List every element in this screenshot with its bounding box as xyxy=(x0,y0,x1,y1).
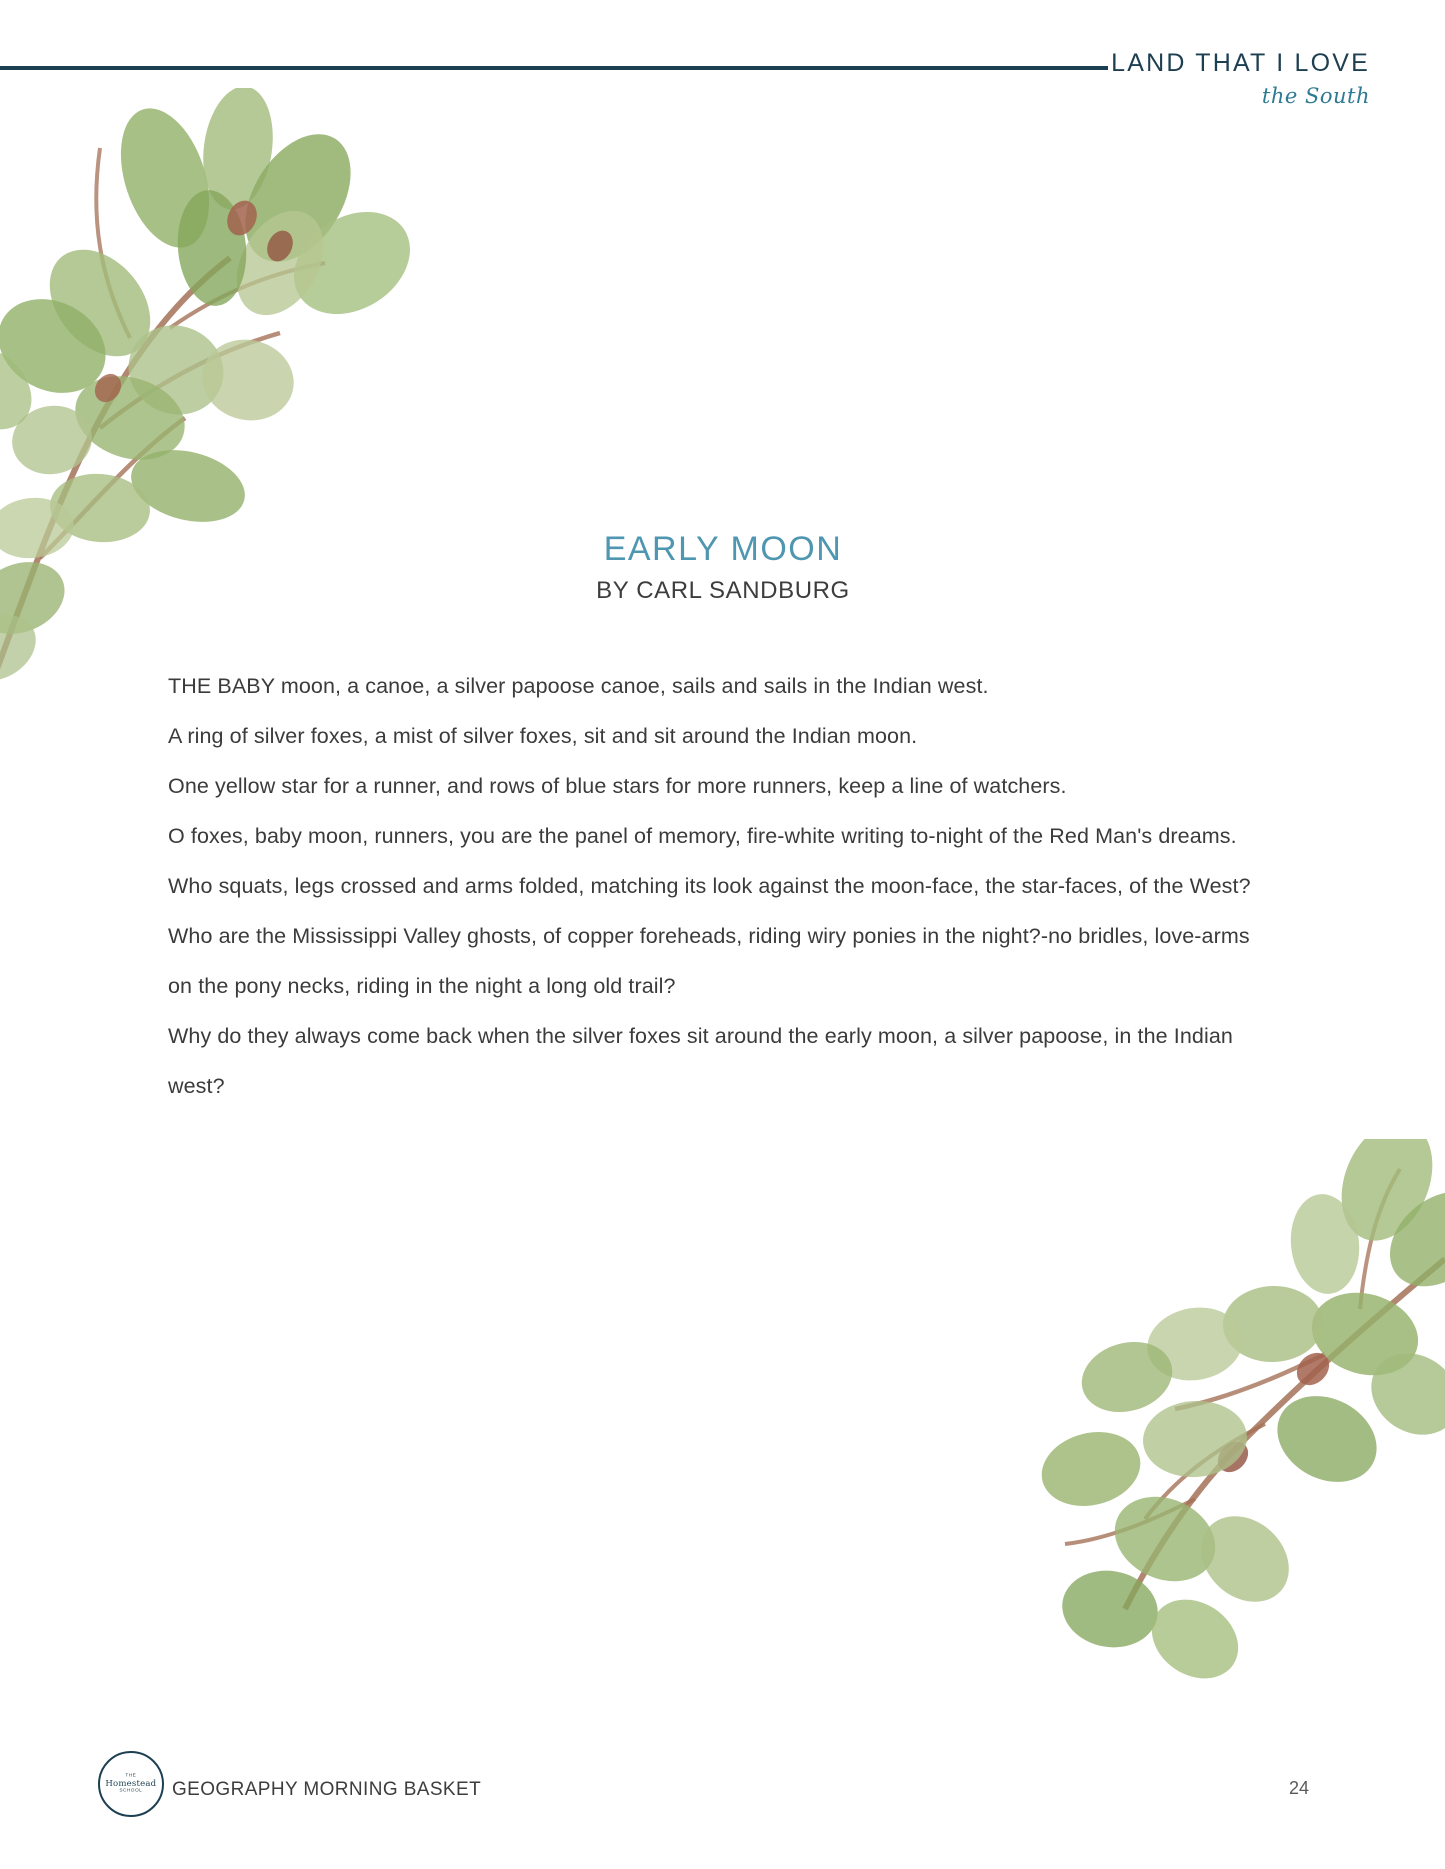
poem-title: EARLY MOON xyxy=(603,530,843,568)
poem-line: A ring of silver foxes, a mist of silver foxes, sit and sit around the Indian moon. xyxy=(168,724,918,748)
brand-logo-mid-text: Homestead xyxy=(105,1779,157,1789)
poem-line: One yellow star for a runner, and rows of blue stars for more runners, keep a line of watchers. xyxy=(168,774,1067,798)
brand-logo-bottom-text: SCHOOL xyxy=(119,1787,143,1794)
brand-logo-icon xyxy=(98,1751,164,1817)
watercolor-leaf-branch-bottom-right xyxy=(895,1139,1445,1699)
header-rule xyxy=(0,66,1108,70)
poem-container xyxy=(168,530,1278,1111)
page-subtitle: the South xyxy=(1261,83,1370,108)
poem-line: Why do they always come back when the silver foxes sit around the early moon, a silver papoose, in the Indian west? xyxy=(168,1024,1240,1098)
poem-line: Who squats, legs crossed and arms folded, matching its look against the moon-face, the star-faces, of the West? xyxy=(168,874,1251,898)
header-title-block xyxy=(1111,50,1370,108)
poem-author: BY CARL SANDBURG xyxy=(596,577,850,604)
poem-line: O foxes, baby moon, runners, you are the panel of memory, fire-white writing to-night of the Red Man's dreams. xyxy=(168,824,1237,848)
page-footer xyxy=(0,1747,1445,1817)
page-number: 24 xyxy=(1288,1778,1309,1798)
poem-line: THE BABY moon, a canoe, a silver papoose canoe, sails and sails in the Indian west. xyxy=(168,674,989,698)
brand-logo-top-text: THE xyxy=(125,1772,137,1779)
page-title: LAND THAT I LOVE xyxy=(1111,49,1370,77)
poem-line: Who are the Mississippi Valley ghosts, of copper foreheads, riding wiry ponies in the night?-no bridles, love-arms on the pony necks, riding in the night a long old trail? xyxy=(168,924,1256,998)
footer-label: GEOGRAPHY MORNING BASKET xyxy=(172,1779,482,1800)
